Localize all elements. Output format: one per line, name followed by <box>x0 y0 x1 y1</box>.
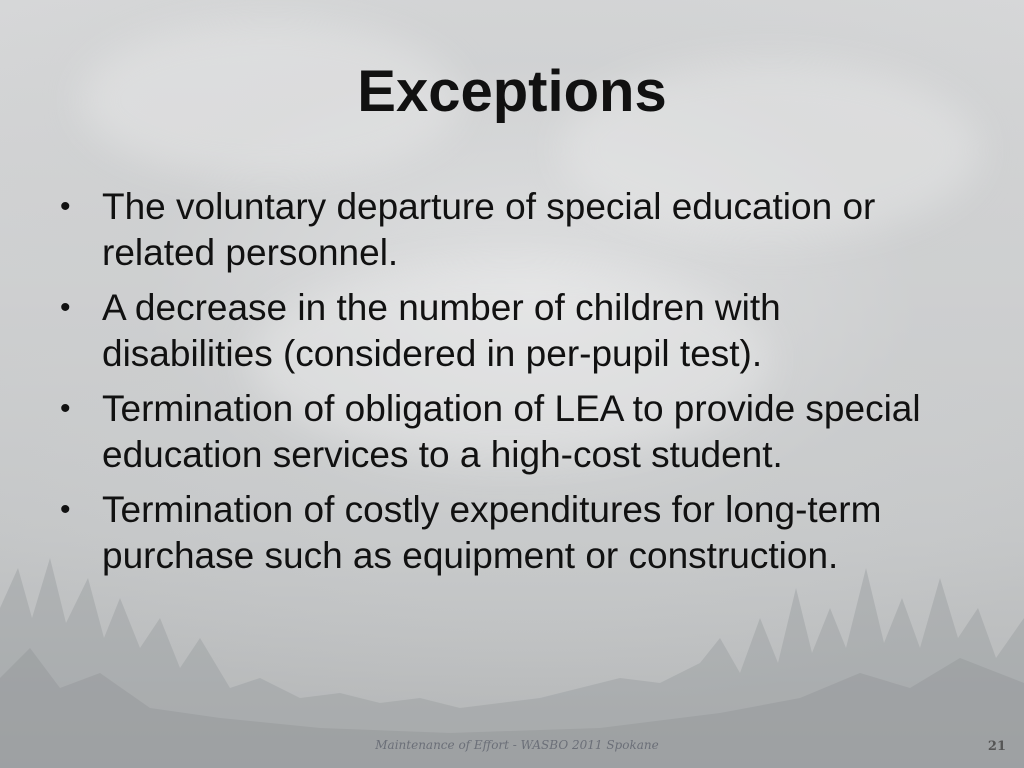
bullet-dot-icon: • <box>60 291 71 324</box>
bullet-dot-icon: • <box>60 392 71 425</box>
bullet-text: The voluntary departure of special education or related personnel. <box>102 186 876 273</box>
slide-number: 21 <box>987 739 1006 754</box>
bullet-text: Termination of obligation of LEA to provide special education services to a high-cost student. <box>102 388 921 475</box>
bullet-text: A decrease in the number of children with disabilities (considered in per-pupil test). <box>102 287 781 374</box>
slide-title: Exceptions <box>357 59 667 124</box>
bullet-text: Termination of costly expenditures for long-term purchase such as equipment or construction. <box>102 489 882 576</box>
bullet-item <box>52 386 952 478</box>
slide-footer: Maintenance of Effort - WASBO 2011 Spokane <box>375 738 659 752</box>
bullet-dot-icon: • <box>60 190 71 223</box>
bullet-item <box>52 487 952 579</box>
bullet-item <box>52 285 952 377</box>
bullet-list <box>52 184 952 588</box>
bullet-item <box>52 184 952 276</box>
bullet-dot-icon: • <box>60 493 71 526</box>
